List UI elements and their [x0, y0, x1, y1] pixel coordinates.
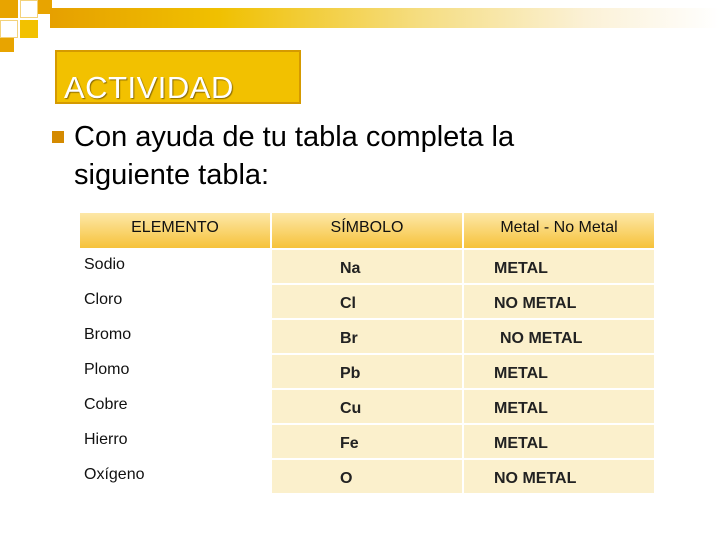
element-cell [80, 353, 272, 388]
type-cell [464, 458, 654, 493]
type-cell [464, 248, 654, 283]
element-symbol: Cu [340, 400, 362, 417]
element-cell [80, 283, 272, 318]
type-cell [464, 283, 654, 318]
element-symbol: O [340, 470, 353, 487]
element-type: METAL [494, 260, 548, 277]
element-name: Hierro [84, 431, 128, 448]
symbol-cell [272, 318, 464, 353]
table-row [80, 388, 654, 423]
table-row [80, 458, 654, 493]
header-label: SÍMBOLO [330, 219, 404, 236]
symbol-cell [272, 423, 464, 458]
header-cell-symbol [272, 213, 464, 248]
element-symbol: Cl [340, 295, 356, 312]
elements-table [80, 213, 654, 493]
type-cell [464, 423, 654, 458]
table-header-row [80, 213, 654, 248]
corner-square [20, 20, 38, 38]
type-cell [464, 353, 654, 388]
corner-square [0, 20, 18, 38]
element-cell [80, 248, 272, 283]
element-symbol: Fe [340, 435, 359, 452]
element-type: METAL [494, 435, 548, 452]
table-row [80, 318, 654, 353]
element-name: Cloro [84, 291, 123, 308]
square-bullet-icon [52, 131, 64, 143]
table-row [80, 423, 654, 458]
instruction-text: Con ayuda de tu tabla completa la siguiente tabla: [74, 121, 515, 191]
element-symbol: Br [340, 330, 358, 347]
symbol-cell [272, 283, 464, 318]
header-label: ELEMENTO [131, 219, 219, 236]
table-row [80, 353, 654, 388]
element-type: METAL [494, 365, 548, 382]
element-name: Oxígeno [84, 466, 145, 483]
element-name: Plomo [84, 361, 130, 378]
element-cell [80, 423, 272, 458]
element-symbol: Pb [340, 365, 361, 382]
header-label: Metal - No Metal [500, 219, 618, 236]
header-cell-element [80, 213, 272, 248]
element-cell [80, 458, 272, 493]
corner-square [0, 0, 18, 18]
element-name: Sodio [84, 256, 125, 273]
element-symbol: Na [340, 260, 361, 277]
element-name: Bromo [84, 326, 132, 343]
element-type: NO METAL [494, 295, 577, 312]
slide-title: ACTIVIDAD [64, 70, 234, 105]
element-cell [80, 388, 272, 423]
symbol-cell [272, 458, 464, 493]
corner-square [20, 0, 38, 18]
symbol-cell [272, 248, 464, 283]
element-type: NO METAL [500, 330, 583, 347]
title-box [55, 50, 301, 104]
top-gradient-bar [50, 8, 720, 28]
table-row [80, 283, 654, 318]
element-name: Cobre [84, 396, 128, 413]
table-row [80, 248, 654, 283]
symbol-cell [272, 388, 464, 423]
type-cell [464, 388, 654, 423]
header-cell-type [464, 213, 654, 248]
corner-square [0, 38, 14, 52]
symbol-cell [272, 353, 464, 388]
element-type: METAL [494, 400, 548, 417]
element-cell [80, 318, 272, 353]
type-cell [464, 318, 654, 353]
element-type: NO METAL [494, 470, 577, 487]
